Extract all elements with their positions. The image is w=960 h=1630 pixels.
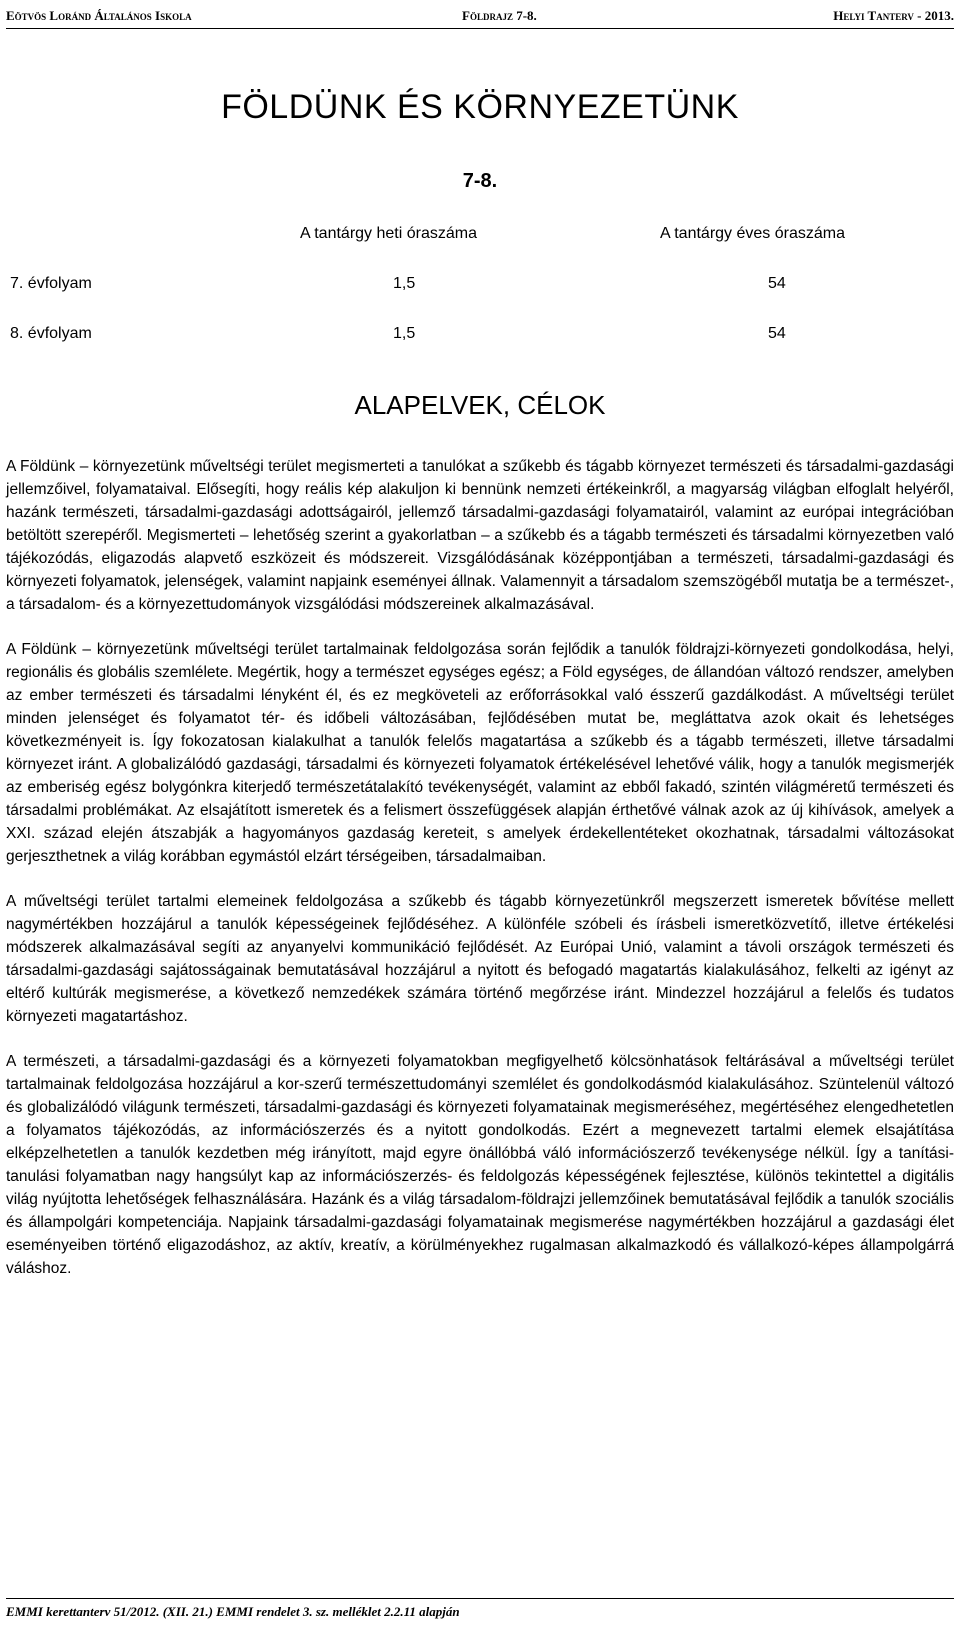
yearly-hours-value: 54: [768, 275, 786, 292]
grade-label: 8. évfolyam: [10, 325, 92, 342]
header-divider: [6, 28, 954, 29]
table-row: [10, 275, 950, 325]
document-title: FÖLDÜNK ÉS KÖRNYEZETÜNK: [221, 88, 739, 126]
paragraph: A Földünk – környezetünk műveltségi terület tartalmainak feldolgozása során fejlődik a tanulók földrajzi-környezeti gondolkodása, helyi, regionális és globális szemlélete. Megértik, hogy a természet egységes egész; a Föld egységes, de állandóan változó rendszer, amelyben az ember természeti és társadalmi lényként él, és ez megköveteli az erőforrásokkal való ésszerű gazdálkodást. A műveltségi terület minden jelenséget és folyamatot tér- és időbeli változásában, fejlődésében mutat be, megláttatva azok okait és lehetséges következményeit is. Így fokozatosan kialakulhat a tanulók felelős magatartása a szűkebb és a tágabb természeti, illetve társadalmi környezet iránt. A globalizálódó gazdasági, társadalmi és környezeti folyamatok értékelésével lehetővé válik, hogy a tanulók megismerjék az emberiség egész bolygónkra kiterjedő természetátalakító tevékenységét, valamint az ebből fakadó, szintén világméretű természeti és társadalmi problémákat. Az elsajátított ismeretek és a felismert összefüggések alapján érthetővé válnak azok az új kihívások, amelyek a XXI. század elején átszabják a hagyományos gazdaság kereteit, s amelyek érdekellentéteket okozhatnak, társadalmi változásokat gerjeszthetnek a világ korábban egymástól elzárt térségeiben, társadalmaiban.: [6, 641, 954, 865]
hours-table: [10, 225, 950, 375]
weekly-hours-value: 1,5: [393, 325, 416, 342]
footer-divider: [6, 1598, 954, 1599]
section-title: ALAPELVEK, CÉLOK: [354, 390, 606, 420]
paragraph: A természeti, a társadalmi-gazdasági és a környezeti folyamatokban megfigyelhető kölcsönhatások feltárásával a műveltségi terület tartalmainak feldolgozása hozzájárul a kor-szerű természettudományi szemlélet és gondolkodásmód kialakulásához. Szüntelenül változó és globalizálódó világunk természeti, társadalmi-gazdasági és környezeti folyamatainak megismeréséhez, megértéséhez elengedhetetlen a folyamatos tájékozódás, az információszerzés és a nyitott gondolkodás. Ezért a megnevezett tartalmi elemek elsajátítása elképzelhetetlen a tanulók kezdetben még irányított, majd egyre önállóbbá váló információszerző tevékenysége nélkül. Így a tanítási-tanulási folyamatban nagy hangsúlyt kap az információszerzés- és feldolgozás képességének fejlesztése, különös tekintettel a digitális világ nyújtotta lehetőségek felhasználására. Hazánk és a világ társadalom-földrajzi jellemzőinek bemutatásával fejlődik a tanulók szociális és állampolgári kompetenciája. Napjaink társadalmi-gazdasági folyamatainak megismerése nagymértékben hozzájárul a gazdasági élet eseményeiben történő eligazodáshoz, az aktív, kreatív, a körülményekhez rugalmasan alkalmazkodó és vállalkozó-képes állampolgárrá váláshoz.: [6, 1053, 954, 1277]
page-header: [6, 4, 954, 28]
grade-range: 7-8.: [462, 170, 498, 192]
yearly-hours-value: 54: [768, 325, 786, 342]
weekly-hours-header: A tantárgy heti óraszáma: [300, 225, 477, 242]
table-row: [10, 325, 950, 375]
weekly-hours-value: 1,5: [393, 275, 416, 292]
grade-label: 7. évfolyam: [10, 275, 92, 292]
body-text: [6, 455, 954, 1302]
hours-table-header: [10, 225, 950, 275]
page-footer: EMMI kerettanterv 51/2012. (XII. 21.) EMMI rendelet 3. sz. melléklet 2.2.11 alapján: [6, 1604, 460, 1619]
header-curriculum: Helyi Tanterv - 2013.: [833, 8, 954, 23]
paragraph: A műveltségi terület tartalmi elemeinek feldolgozása a szűkebb és tágabb környezetünkről megszerzett ismeretek bővítése mellett nagymértékben hozzájárul a tanulók képességeinek fejlődéséhez. A különféle szóbeli és írásbeli ismeretközvetítő, illetve értékelési módszerek alkalmazásával segíti az anyanyelvi kommunikáció fejlődését. Az Európai Unió, valamint a távoli országok természeti és társadalmi-gazdasági sajátosságainak bemutatásával hozzájárul a nyitott és befogadó magatartás kialakulásához, felkelti az igényt az eltérő kultúrák megismerése, a következő nemzedékek számára történő megőrzése iránt. Mindezzel hozzájárul a felelős és tudatos környezeti magatartáshoz.: [6, 893, 954, 1025]
paragraph: A Földünk – környezetünk műveltségi terület megismerteti a tanulókat a szűkebb és tágabb környezet természeti és társadalmi-gazdasági jellemzőivel, folyamataival. Elősegíti, hogy reális kép alakuljon ki bennünk nemzeti értékeinkről, a magyarság világban elfoglalt helyéről, hazánk természeti, társadalmi-gazdasági adottságairól, jellemző társadalmi-gazdasági folyamatairól, valamint az európai integrációban betöltött szerepéről. Megismerteti – lehetőség szerint a gyakorlatban – a szűkebb és a tágabb természeti és társadalmi környezetben való tájékozódás, eligazodás alapvető eszközeit és módszereit. Vizsgálódásának középpontjában a természeti, társadalmi-gazdasági és környezeti folyamatok, jelenségek, valamint napjaink eseményei állnak. Valamennyit a társadalom szemszögéből mutatja be a természet-, a társadalom- és a környezettudományok vizsgálódási módszereinek alkalmazásával.: [6, 458, 954, 613]
header-subject: Földrajz 7-8.: [462, 8, 537, 23]
header-school: Eötvös Loránd Általános Iskola: [6, 8, 192, 23]
yearly-hours-header: A tantárgy éves óraszáma: [660, 225, 845, 242]
